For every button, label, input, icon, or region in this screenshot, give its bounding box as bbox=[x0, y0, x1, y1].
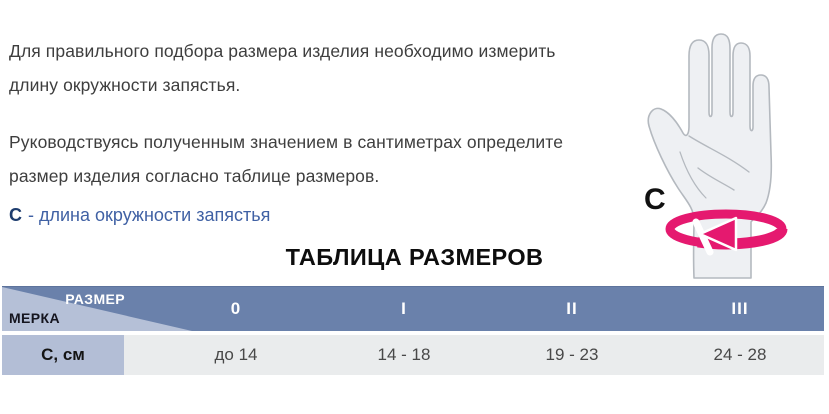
intro-paragraph-2-line-1: Руководствуясь полученным значением в сантиметрах определите bbox=[9, 132, 564, 152]
size-value-0: до 14 bbox=[214, 345, 258, 364]
size-column-3: III bbox=[731, 299, 749, 318]
intro-paragraph-1-line-1: Для правильного подбора размера изделия необходимо измерить bbox=[9, 41, 556, 61]
measurement-description: - длина окружности запястья bbox=[28, 205, 271, 225]
size-table bbox=[2, 286, 824, 375]
table-row bbox=[2, 335, 824, 375]
size-table-header bbox=[2, 286, 824, 331]
corner-size-label: РАЗМЕР bbox=[65, 291, 125, 307]
size-column-2: II bbox=[566, 299, 578, 318]
size-value-3: 24 - 28 bbox=[713, 345, 767, 364]
intro-paragraph-1 bbox=[9, 34, 649, 102]
intro-paragraph-1-line-2: длину окружности запястья. bbox=[9, 75, 241, 95]
size-table-title: ТАБЛИЦА РАЗМЕРОВ bbox=[285, 244, 544, 270]
row-spacer bbox=[124, 335, 152, 375]
intro-paragraph-2 bbox=[9, 125, 649, 193]
measurement-legend bbox=[9, 203, 649, 227]
size-value-1: 14 - 18 bbox=[377, 345, 431, 364]
row-measure-cell: С, см bbox=[2, 335, 124, 375]
intro-paragraph-2-line-2: размер изделия согласно таблице размеров. bbox=[9, 166, 380, 186]
hand-wrist-illustration bbox=[628, 2, 828, 282]
corner-measure-label: МЕРКА bbox=[9, 310, 60, 326]
size-column-0: 0 bbox=[230, 299, 242, 318]
size-column-1: I bbox=[401, 299, 407, 318]
intro-text bbox=[9, 34, 649, 227]
measurement-symbol: С bbox=[9, 205, 22, 225]
wrist-circumference-label: C bbox=[644, 183, 666, 216]
size-value-2: 19 - 23 bbox=[545, 345, 599, 364]
